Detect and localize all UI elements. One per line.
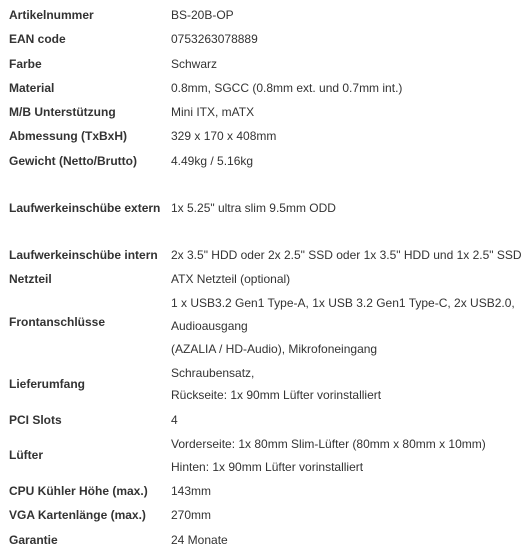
spec-value: 24 Monate	[171, 533, 228, 547]
spec-label: Netzteil	[9, 272, 52, 286]
spec-label: EAN code	[9, 32, 66, 46]
spec-value-line: 1 x USB3.2 Gen1 Type-A, 1x USB 3.2 Gen1 Type-C, 2x USB2.0,	[171, 296, 515, 310]
spec-label: Laufwerkeinschübe extern	[9, 201, 161, 215]
spec-label: Gewicht (Netto/Brutto)	[9, 154, 137, 168]
spec-value: 0753263078889	[171, 32, 258, 46]
spec-value: Mini ITX, mATX	[171, 105, 255, 119]
spec-value: 329 x 170 x 408mm	[171, 129, 277, 143]
spec-label: Laufwerkeinschübe intern	[9, 248, 158, 262]
spec-value: 4	[171, 413, 178, 427]
spec-label: Lieferumfang	[9, 377, 86, 391]
spec-value: 1x 5.25" ultra slim 9.5mm ODD	[171, 201, 336, 215]
spec-value-line: Audioausgang	[171, 319, 248, 333]
spec-label: M/B Unterstützung	[9, 105, 116, 119]
spec-label: Farbe	[9, 57, 42, 71]
spec-label: Abmessung (TxBxH)	[9, 129, 128, 143]
spec-value-line: (AZALIA / HD-Audio), Mikrofoneingang	[171, 342, 378, 356]
spec-value: 4.49kg / 5.16kg	[171, 154, 254, 168]
spec-label: Material	[9, 81, 55, 95]
spec-value: 2x 3.5" HDD oder 2x 2.5" SSD oder 1x 3.5" HDD und 1x 2.5" SSD	[171, 248, 522, 262]
spec-value-line: Rückseite: 1x 90mm Lüfter vorinstalliert	[171, 388, 382, 402]
spec-value-line: Vorderseite: 1x 80mm Slim-Lüfter (80mm x 80mm x 10mm)	[171, 437, 486, 451]
spec-value: BS-20B-OP	[171, 8, 234, 22]
spec-label: Artikelnummer	[9, 8, 94, 22]
spec-value-line: Schraubensatz,	[171, 366, 255, 380]
spec-label: VGA Kartenlänge (max.)	[9, 508, 146, 522]
spec-label: PCI Slots	[9, 413, 62, 427]
spec-label: Frontanschlüsse	[9, 315, 106, 329]
spec-value: ATX Netzteil (optional)	[171, 272, 291, 286]
spec-value-line: Hinten: 1x 90mm Lüfter vorinstalliert	[171, 460, 364, 474]
spec-value: Schwarz	[171, 57, 218, 71]
spec-value: 270mm	[171, 508, 212, 522]
spec-label: Lüfter	[9, 448, 43, 462]
spec-label: CPU Kühler Höhe (max.)	[9, 484, 148, 498]
spec-value: 0.8mm, SGCC (0.8mm ext. und 0.7mm int.)	[171, 81, 403, 95]
spec-label: Garantie	[9, 533, 58, 547]
spec-value: 143mm	[171, 484, 212, 498]
